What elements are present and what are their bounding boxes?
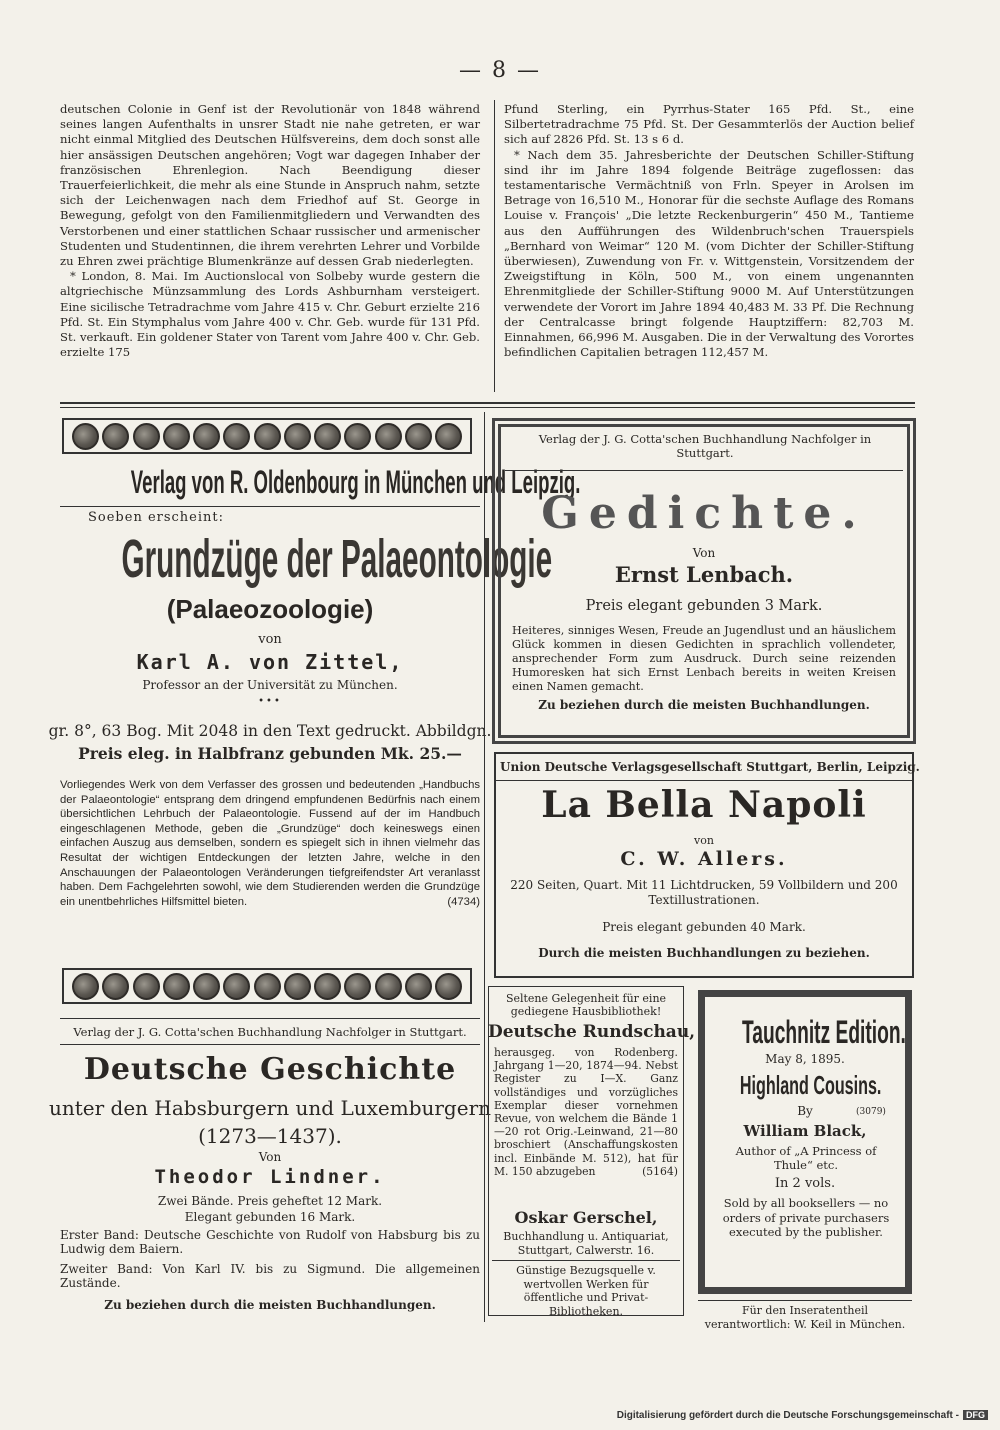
book-title: La Bella Napoli <box>541 784 867 826</box>
coin-ornament <box>435 423 462 450</box>
author-name: Theodor Lindner. <box>154 1166 386 1188</box>
book-title: Gedichte. <box>541 488 867 539</box>
coin-ornament <box>405 973 432 1000</box>
publisher-line: Verlag der J. G. Cotta'schen Buchhandlung Nachfolger in Stuttgart. <box>73 1025 467 1039</box>
availability: Zu beziehen durch die meisten Buchhandlungen. <box>538 698 870 712</box>
coin-ornament <box>193 973 220 1000</box>
book-title: Deutsche Geschichte <box>83 1052 457 1087</box>
announce-text: Soeben erscheint: <box>88 510 225 525</box>
publisher-line: Union Deutsche Verlagsgesellschaft Stuttgart, Berlin, Leipzig. <box>500 760 920 774</box>
von-label: von <box>258 632 282 647</box>
coin-ornament <box>102 973 129 1000</box>
rule <box>60 1044 480 1045</box>
ad-code: (4734) <box>447 895 480 908</box>
responsible-note: Für den Inseratentheil verantwortlich: W. Keil in München. <box>704 1304 906 1331</box>
coin-ornament <box>284 973 311 1000</box>
coin-ornament <box>72 423 99 450</box>
coin-ornament <box>344 973 371 1000</box>
coin-ornament <box>375 423 402 450</box>
author-name: Karl A. von Zittel, <box>136 650 404 674</box>
price-line: Preis eleg. in Halbfranz gebunden Mk. 25.— <box>78 744 462 763</box>
coin-ornament <box>254 973 281 1000</box>
description-body: Vorliegendes Werk von dem Verfasser des grossen und bedeutenden „Handbuchs der Palaeontologie“ entsprang dem dringend empfundenen Bedürfnis nach einem übersichtlichen Lehrbuch der Palaeontologie. Fussend auf der im Handbuch eingeschlagenen Methode, geben die „Grundzüge“ doch keineswegs einen einfachen Auszug aus demselben, sondern es spiegelt sich in ihnen vielmehr das Resultat der wichtigen Entdeckungen der letzten Jahre, welche in den Anschauungen der Palaeontologen Veränderungen tiefgreifendster Art veranlasst haben. Dem Fachgelehrten sowohl, wie dem Studierenden werden die Grundzüge ein unentbehrliches Hilfsmittel bieten. <box>60 779 480 908</box>
von-label: von <box>694 834 714 847</box>
book-title: Grundzüge der Palaeontologie <box>121 529 553 589</box>
seller-name: Oskar Gerschel, <box>514 1208 658 1227</box>
coin-ornament <box>314 973 341 1000</box>
availability: Zu beziehen durch die meisten Buchhandlungen. <box>104 1298 436 1312</box>
coin-border-top <box>62 418 472 454</box>
rule <box>698 1300 912 1301</box>
coin-ornament <box>223 423 250 450</box>
digitization-credit <box>617 1410 988 1421</box>
author-note: Author of „A Princess of Thule“ etc. <box>735 1144 877 1172</box>
coin-ornament <box>284 423 311 450</box>
description-text: Heiteres, sinniges Wesen, Freude an Jugendlust und an häuslichem Glück kommen in diesen Gedichten in sprachlich vollendeter, ansprechender Form zum Ausdruck. Durch seine reizenden Humoresken hat sich Ernst Lenbach bereits in weiten Kreisen einen Namen gemacht. <box>512 624 896 693</box>
coin-ornament <box>405 423 432 450</box>
von-label: Von <box>692 546 716 560</box>
coin-ornament <box>344 423 371 450</box>
volume-count: In 2 vols. <box>774 1176 836 1191</box>
offer-text <box>494 1046 678 1178</box>
article-paragraph: deutschen Colonie in Genf ist der Revolutionär von 1848 während seines langen Aufenthalts in unsrer Stadt nie nahe getreten, er war nicht einmal Mitglied des Deutschen Hülfsvereins, dem doch sonst alle hier ansässigen Deutschen angehören; Vogt war dagegen Inhaber der französischen Ehrenlegion. Nach Beendigung dieser Trauerfeierlichkeit, die mehr als eine Stunde in Anspruch nahm, setzte sich der Leichenwagen nach dem Friedhof auf St. George in Bewegung, gefolgt von den Familienmitgliedern und Verwandten des Verstorbenen und einer stattlichen Schaar russischer und armenischer Studenten und Studentinnen, die ihrem verehrten Lehrer und Vorbilde zu Ehren zwei prächtige Blumenkränze auf dessen Grab niederlegten. <box>60 102 480 269</box>
author-name: William Black, <box>743 1122 867 1140</box>
book-subtitle: (Palaeozoologie) <box>166 594 374 624</box>
rule <box>496 780 912 781</box>
dfg-logo: DFG <box>963 1410 988 1420</box>
author-name: C. W. Allers. <box>620 848 788 870</box>
column-divider <box>484 412 485 1322</box>
publisher-line: Verlag von R. Oldenbourg in München und Leipzig. <box>130 464 581 500</box>
page-number: — 8 — <box>459 58 541 83</box>
price-line: Preis elegant gebunden 40 Mark. <box>602 920 806 934</box>
book-details: 220 Seiten, Quart. Mit 11 Lichtdrucken, 59 Vollbildern und 200 Textillustrationen. <box>510 878 898 907</box>
offer-footer: Günstige Bezugsquelle v. wertvollen Werken für öffentliche und Privat-Bibliotheken. <box>516 1264 656 1318</box>
price-line: Preis elegant gebunden 3 Mark. <box>585 598 823 614</box>
intro-text: Seltene Gelegenheit für eine gediegene Hausbibliothek! <box>505 992 667 1018</box>
sales-note: Sold by all booksellers — no orders of private purchasers executed by the publisher. <box>722 1196 890 1239</box>
rule <box>492 1260 680 1261</box>
rule <box>60 1018 480 1019</box>
coin-ornament <box>435 973 462 1000</box>
coin-ornament <box>163 973 190 1000</box>
section-rule <box>60 402 915 408</box>
article-paragraph: * Nach dem 35. Jahresberichte der Deutschen Schiller-Stiftung sind ihr im Jahre 1894 folgende Beiträge zugeflossen: das testamentarische Vermächtniß von Frln. Speyer in Arolsen im Betrage von 16,510 M., Honorar für die sechste Auflage des Romans Louise v. François' „Die letzte Reckenburgerin“ 450 M., Tantieme aus den Aufführungen des Wildenbruch'schen Trauerspiels „Bernhard von Weimar“ 120 M. (vom Dichter der Schiller-Stiftung überwiesen), Zuwendung von Fr. v. Wittgenstein, Vorsitzendem der Zweigstiftung in Köln, 500 M., von einem ungenannten Ehrenmitgliede der Schiller-Stiftung 9000 M. Auf Unterstützungen verwendete der Vorort im Jahre 1894 40,483 M. 33 Pf. Die Rechnung der Centralcasse bringt folgende Hauptziffern: 82,703 M. Einnahmen, 66,996 M. Ausgaben. Die in der Verwaltung des Vorortes befindlichen Capitalien betragen 112,457 M. <box>504 147 914 360</box>
coin-ornament <box>375 973 402 1000</box>
coin-border-bottom <box>62 968 472 1004</box>
right-column <box>504 102 914 360</box>
book-title: Highland Cousins. <box>739 1070 882 1100</box>
coin-ornament <box>72 973 99 1000</box>
coin-ornament <box>102 423 129 450</box>
ad-code: (3079) <box>856 1107 886 1117</box>
ad-code: (5164) <box>642 1164 678 1178</box>
seller-desc: Buchhandlung u. Antiquariat, Stuttgart, Calwerstr. 16. <box>503 1230 669 1257</box>
coin-ornament <box>314 423 341 450</box>
coin-ornament <box>163 423 190 450</box>
format-line: gr. 8°, 63 Bog. Mit 2048 in den Text gedruckt. Abbildgn. <box>48 722 492 740</box>
column-divider <box>494 100 495 392</box>
left-column <box>60 102 480 360</box>
book-title: Deutsche Rundschau, <box>488 1022 696 1042</box>
article-paragraph: Pfund Sterling, ein Pyrrhus-Stater 165 Pfd. St., eine Silbertetradrachme 75 Pfd. St. Der Gesammterlös der Auction belief sich auf 2826 Pfd. St. 13 s 6 d. <box>504 102 914 147</box>
coin-ornament <box>193 423 220 450</box>
book-subtitle: unter den Habsburgern und Luxemburgern <box>48 1096 492 1120</box>
by-label: By <box>797 1104 813 1118</box>
availability: Durch die meisten Buchhandlungen zu beziehen. <box>538 946 870 960</box>
volume-two: Zweiter Band: Von Karl IV. bis zu Sigmund. Die allgemeinen Zustände. <box>60 1262 480 1290</box>
rule <box>60 506 480 507</box>
offer-body: herausgeg. von Rodenberg. Jahrgang 1—20, 1874—94. Nebst Register zu I—X. Ganz vollständiges und vorzügliches Exemplar dieser vornehmen Revue, von welchem die Bände 1—20 rot Orig.-Leinwand, 21—80 broschiert (Anschaffungskosten incl. Einbände M. 512), hat für M. 150 abzugeben <box>494 1046 678 1178</box>
rule <box>505 470 903 471</box>
von-label: Von <box>258 1150 282 1164</box>
book-years: (1273—1437). <box>198 1124 342 1148</box>
volume-one: Erster Band: Deutsche Geschichte von Rudolf von Habsburg bis zu Ludwig dem Baiern. <box>60 1228 480 1256</box>
coin-ornament <box>133 973 160 1000</box>
edition-date: May 8, 1895. <box>765 1052 845 1066</box>
coin-ornament <box>223 973 250 1000</box>
price-line-bound: Elegant gebunden 16 Mark. <box>184 1210 356 1224</box>
author-name: Ernst Lenbach. <box>614 562 794 587</box>
article-paragraph: * London, 8. Mai. Im Auctionslocal von Solbeby wurde gestern die altgriechische Münzsammlung des Lords Ashburnham versteigert. Eine sicilische Tetradrachme vom Jahre 415 v. Chr. Geburt erzielte 216 Pfd. St. Ein Stymphalus vom Jahre 400 v. Chr. Geb. wurde für 131 Pfd. St. verkauft. Ein goldener Stater von Tarent vom Jahre 400 v. Chr. Geb. erzielte 175 <box>60 269 480 360</box>
publisher-line: Verlag der J. G. Cotta'schen Buchhandlung Nachfolger in Stuttgart. <box>538 432 872 460</box>
coin-ornament <box>254 423 281 450</box>
coin-ornament <box>133 423 160 450</box>
dots-ornament: ••• <box>258 696 282 707</box>
price-line: Zwei Bände. Preis geheftet 12 Mark. <box>157 1194 383 1208</box>
oldenbourg-ad <box>30 464 581 504</box>
credit-text: Digitalisierung gefördert durch die Deutsche Forschungsgemeinschaft - <box>616 1410 959 1421</box>
author-role: Professor an der Universität zu München. <box>142 678 398 692</box>
edition-title: Tauchnitz Edition. <box>742 1014 906 1050</box>
description-text <box>60 778 480 909</box>
